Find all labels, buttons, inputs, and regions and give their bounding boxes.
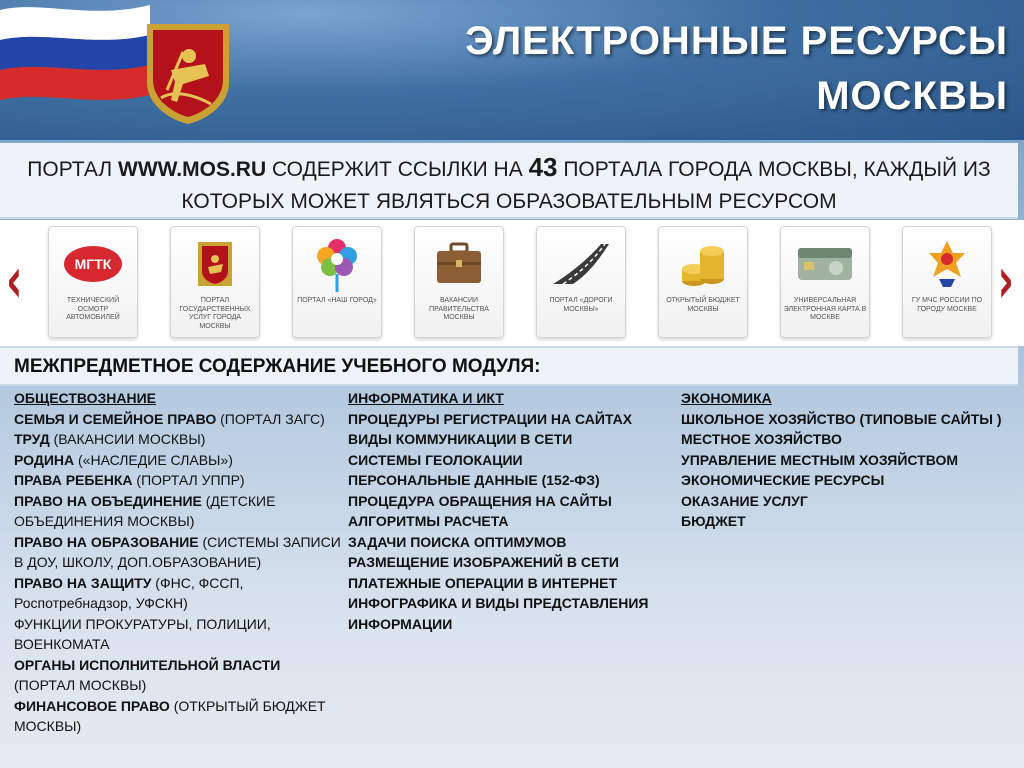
list-item: ИНФОГРАФИКА И ВИДЫ ПРЕДСТАВЛЕНИЯ ИНФОРМАЦИИ [348,595,649,632]
list-item: ПРАВО НА ОБРАЗОВАНИЕ (СИСТЕМЫ ЗАПИСИ В ДОУ, ШКОЛУ, ДОП.ОБРАЗОВАНИЕ) [14,533,341,570]
list-item: ПРАВО НА ЗАЩИТУ (ФНС, ФССП, Роспотребнадзор, УФСКН) [14,574,244,611]
tile-budget[interactable] [658,226,748,338]
tile-caption: ГУ МЧС РОССИИ ПО ГОРОДУ МОСКВЕ [911,297,983,313]
list-item: ПРАВО НА ОБЪЕДИНЕНИЕ (ДЕТСКИЕ ОБЪЕДИНЕНИЯ МОСКВЫ) [14,492,276,529]
tile-caption: ТЕХНИЧЕСКИЙ ОСМОТР АВТОМОБИЛЕЙ [66,297,120,321]
portal-site-link[interactable]: WWW.MOS.RU [118,158,267,181]
tile-mgtk[interactable] [48,226,138,338]
list-item: ФИНАНСОВОЕ ПРАВО (ОТКРЫТЫЙ БЮДЖЕТ МОСКВЫ) [14,697,326,734]
list-item: ПРОЦЕДУРА ОБРАЩЕНИЯ НА САЙТЫ [348,492,612,509]
chevron-left-icon[interactable]: ‹ [6,244,23,318]
list-item: РАЗМЕЩЕНИЕ ИЗОБРАЖЕНИЙ В СЕТИ [348,554,619,570]
list-item: ЭКОНОМИЧЕСКИЕ РЕСУРСЫ [681,472,885,488]
russian-flag-icon [0,0,150,110]
tile-nash-gorod[interactable] [292,226,382,338]
list-item: ОКАЗАНИЕ УСЛУГ [681,492,808,509]
column-informatics [348,388,678,634]
tile-caption: ОТКРЫТЫЙ БЮДЖЕТ МОСКВЫ [666,297,740,313]
column-heading: ИНФОРМАТИКА И ИКТ [348,390,504,406]
mgtk-logo-icon [63,233,123,295]
tile-caption: ВАКАНСИИ ПРАВИТЕЛЬСТВА МОСКВЫ [429,297,489,321]
list-item: ПРОЦЕДУРЫ РЕГИСТРАЦИИ НА САЙТАХ [348,410,633,427]
moscow-emblem-icon [185,233,245,295]
tile-vacancies[interactable] [414,226,504,338]
list-item: БЮДЖЕТ [681,513,746,529]
list-item: ПЛАТЕЖНЫЕ ОПЕРАЦИИ В ИНТЕРНЕТ [348,574,618,591]
flower-icon [307,233,367,295]
page-title-line-2: МОСКВЫ [816,74,1008,118]
portal-note-middle: СОДЕРЖИТ ССЫЛКИ НА [266,158,529,181]
list-item: АЛГОРИТМЫ РАСЧЕТА [348,513,509,529]
column-social-studies [14,388,344,737]
list-item: ТРУД (ВАКАНСИИ МОСКВЫ) [14,431,206,447]
coins-icon [673,233,733,295]
list-item: ПРАВА РЕБЕНКА (ПОРТАЛ УППР) [14,472,245,488]
tile-caption: ПОРТАЛ «НАШ ГОРОД» [297,297,377,304]
list-item: ОРГАНЫ ИСПОЛНИТЕЛЬНОЙ ВЛАСТИ (ПОРТАЛ МОСКВЫ) [14,656,281,693]
road-icon [551,233,611,295]
emergency-emblem-icon [917,233,977,295]
tile-mchs[interactable] [902,226,992,338]
portal-note-suffix: ПОРТАЛА ГОРОДА МОСКВЫ, КАЖДЫЙ ИЗ КОТОРЫХ МОЖЕТ ЯВЛЯТЬСЯ ОБРАЗОВАТЕЛЬНЫМ РЕСУРСОМ [181,158,991,213]
card-icon [795,233,855,295]
module-heading: МЕЖПРЕДМЕТНОЕ СОДЕРЖАНИЕ УЧЕБНОГО МОДУЛЯ: [0,346,1018,386]
tile-gosuslugi[interactable] [170,226,260,338]
portal-carousel [0,220,1024,346]
list-item: СЕМЬЯ И СЕМЕЙНОЕ ПРАВО (ПОРТАЛ ЗАГС) [14,410,325,427]
list-item: РОДИНА («НАСЛЕДИЕ СЛАВЫ») [14,451,233,468]
tile-caption: ПОРТАЛ ГОСУДАРСТВЕННЫХ УСЛУГ ГОРОДА МОСКВЫ [179,297,251,330]
mgtk-logo-text: МГТК [74,256,112,272]
list-item: МЕСТНОЕ ХОЗЯЙСТВО [681,431,842,447]
briefcase-icon [429,233,489,295]
chevron-right-icon[interactable]: › [997,244,1014,318]
list-item: УПРАВЛЕНИЕ МЕСТНЫМ ХОЗЯЙСТВОМ [681,451,959,468]
portal-count: 43 [528,152,558,182]
list-item: ФУНКЦИИ ПРОКУРАТУРЫ, ПОЛИЦИИ, ВОЕНКОМАТА [14,615,271,652]
list-item: ВИДЫ КОММУНИКАЦИИ В СЕТИ [348,431,573,447]
page-title-line-1: ЭЛЕКТРОННЫЕ РЕСУРСЫ [465,19,1008,63]
moscow-coat-of-arms-icon [143,20,233,126]
tile-caption: ПОРТАЛ «ДОРОГИ МОСКВЫ» [549,297,613,313]
tile-caption: УНИВЕРСАЛЬНАЯ ЭЛЕКТРОННАЯ КАРТА В МОСКВЕ [783,297,867,321]
column-heading: ЭКОНОМИКА [681,390,772,406]
column-heading: ОБЩЕСТВОЗНАНИЕ [14,390,157,406]
page-title [368,14,1008,124]
list-item: ШКОЛЬНОЕ ХОЗЯЙСТВО (ТИПОВЫЕ САЙТЫ ) [681,410,1002,427]
list-item: СИСТЕМЫ ГЕОЛОКАЦИИ [348,451,523,468]
list-item: ЗАДАЧИ ПОИСКА ОПТИМУМОВ [348,533,567,550]
tile-social-card[interactable] [780,226,870,338]
tile-roads[interactable] [536,226,626,338]
portal-note-prefix: ПОРТАЛ [27,158,118,181]
column-economics [681,388,1016,532]
portal-note [0,143,1018,219]
list-item: ПЕРСОНАЛЬНЫЕ ДАННЫЕ (152-ФЗ) [348,472,600,488]
